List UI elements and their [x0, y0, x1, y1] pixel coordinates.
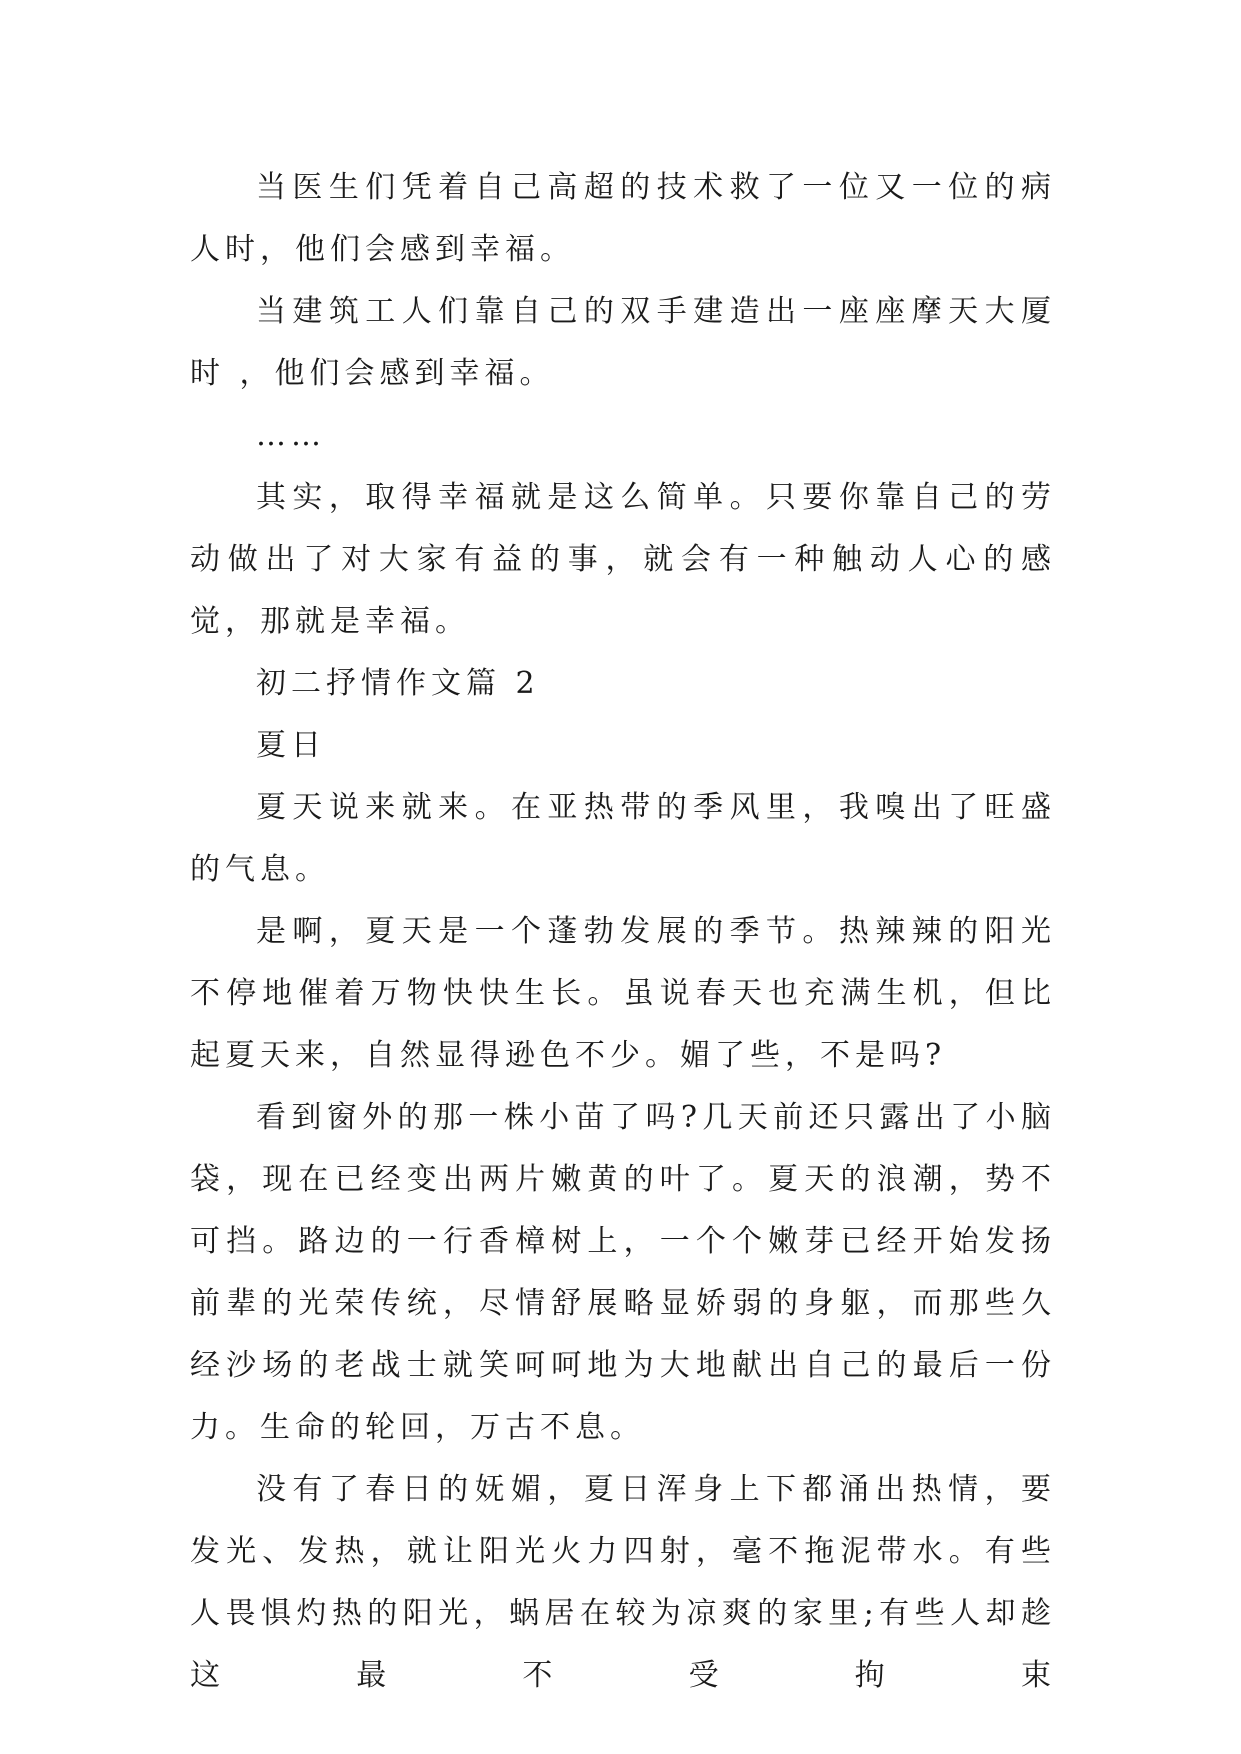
essay-title: 夏日 — [256, 728, 326, 763]
paragraph-happiness-summary: 其实，取得幸福就是这么简单。只要你靠自己的劳动做出了对大家有益的事，就会有一种触动人心的感觉，那就是幸福。 — [190, 480, 1056, 639]
article-body — [190, 157, 1056, 1707]
paragraph-summer-passion: 没有了春日的妩媚，夏日浑身上下都涌出热情，要发光、发热，就让阳光火力四射，毫不拖泥带水。有些人畏惧灼热的阳光，蜗居在较为凉爽的家里;有些人却趁这最不受拘束 — [190, 1472, 1056, 1693]
paragraph-summer-season: 是啊，夏天是一个蓬勃发展的季节。热辣辣的阳光不停地催着万物快快生长。虽说春天也充满生机，但比起夏天来，自然显得逊色不少。媚了些，不是吗? — [190, 914, 1056, 1073]
paragraph-doctors: 当医生们凭着自己高超的技术救了一位又一位的病人时，他们会感到幸福。 — [190, 170, 1056, 267]
section-heading: 初二抒情作文篇 2 — [256, 666, 540, 701]
paragraph-builders: 当建筑工人们靠自己的双手建造出一座座摩天大厦时 ，他们会感到幸福。 — [190, 294, 1056, 391]
paragraph-seedling: 看到窗外的那一株小苗了吗?几天前还只露出了小脑袋，现在已经变出两片嫩黄的叶了。夏天的浪潮，势不可挡。路边的一行香樟树上，一个个嫩芽已经开始发扬前辈的光荣传统，尽情舒展略显娇弱的身躯，而那些久经沙场的老战士就笑呵呵地为大地献出自己的最后一份力。生命的轮回，万古不息。 — [190, 1100, 1056, 1445]
paragraph-ellipsis: …… — [256, 418, 326, 453]
paragraph-summer-arrives: 夏天说来就来。在亚热带的季风里，我嗅出了旺盛的气息。 — [190, 790, 1056, 887]
